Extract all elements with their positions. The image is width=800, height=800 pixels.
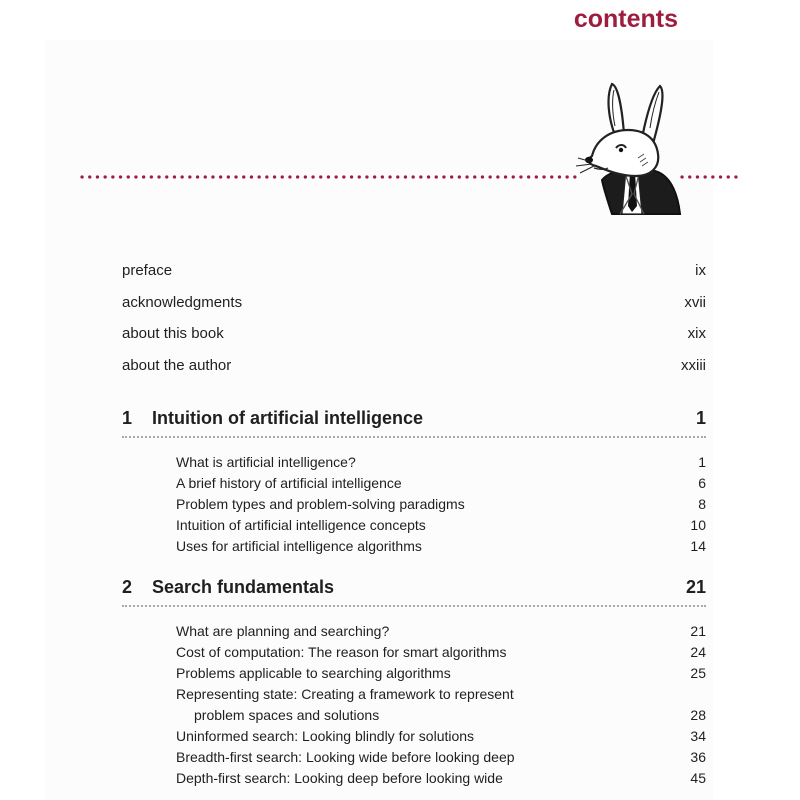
entry-title: about the author bbox=[122, 357, 232, 374]
chapter-number: 2 bbox=[122, 577, 133, 597]
toc-section[interactable] bbox=[176, 642, 706, 662]
section-title: What are planning and searching? bbox=[176, 623, 390, 639]
section-title: Problems applicable to searching algorithms bbox=[176, 665, 451, 681]
toc-section[interactable] bbox=[176, 494, 706, 514]
section-title: Uninformed search: Looking blindly for solutions bbox=[176, 728, 475, 744]
toc-section[interactable] bbox=[176, 452, 706, 472]
section-page: 34 bbox=[690, 728, 706, 744]
toc-section[interactable] bbox=[176, 473, 706, 493]
section-title: Uses for artificial intelligence algorithms bbox=[176, 538, 422, 554]
toc-section-continuation[interactable] bbox=[176, 705, 706, 725]
page-title: contents bbox=[573, 5, 678, 33]
toc-entry-about-this-book[interactable] bbox=[122, 324, 706, 344]
chapter-title: Search fundamentals bbox=[152, 577, 335, 597]
chapter-divider bbox=[122, 605, 706, 607]
chapter-heading-1[interactable] bbox=[122, 405, 706, 431]
entry-title: preface bbox=[122, 262, 173, 279]
section-title: Cost of computation: The reason for smart algorithms bbox=[176, 644, 507, 660]
chapter-title: Intuition of artificial intelligence bbox=[152, 408, 424, 428]
entry-page: ix bbox=[695, 262, 706, 279]
chapter-number: 1 bbox=[122, 408, 133, 428]
section-page: 21 bbox=[690, 623, 706, 639]
toc-section[interactable] bbox=[176, 621, 706, 641]
section-title: Depth-first search: Looking deep before looking wide bbox=[176, 770, 503, 786]
section-title: A brief history of artificial intelligence bbox=[176, 475, 402, 491]
section-title: Intuition of artificial intelligence concepts bbox=[176, 517, 426, 533]
toc-section[interactable] bbox=[176, 663, 706, 683]
section-page: 25 bbox=[690, 665, 706, 681]
section-title: Problem types and problem-solving paradigms bbox=[176, 496, 465, 512]
entry-title: acknowledgments bbox=[122, 294, 243, 311]
section-page: 6 bbox=[698, 475, 706, 491]
section-page: 36 bbox=[690, 749, 706, 765]
section-page: 1 bbox=[698, 454, 706, 470]
section-title: What is artificial intelligence? bbox=[176, 454, 356, 470]
entry-title: about this book bbox=[122, 325, 224, 342]
rabbit-mascot-icon bbox=[572, 78, 684, 218]
entry-page: xvii bbox=[684, 294, 706, 311]
section-page: 24 bbox=[690, 644, 706, 660]
chapter-divider bbox=[122, 436, 706, 438]
section-title: problem spaces and solutions bbox=[194, 707, 380, 723]
section-title: Breadth-first search: Looking wide before looking deep bbox=[176, 749, 515, 765]
section-title: Representing state: Creating a framework to represent bbox=[176, 686, 514, 702]
chapter-page: 21 bbox=[685, 577, 706, 597]
entry-page: xxiii bbox=[681, 357, 706, 374]
section-page: 28 bbox=[690, 707, 706, 723]
toc-entry-preface[interactable] bbox=[122, 261, 706, 281]
entry-page: xix bbox=[687, 325, 706, 342]
toc-section[interactable] bbox=[176, 536, 706, 556]
toc-section[interactable] bbox=[176, 768, 706, 788]
toc-entry-acknowledgments[interactable] bbox=[122, 293, 706, 313]
chapter-heading-2[interactable] bbox=[122, 574, 706, 600]
section-page: 14 bbox=[690, 538, 706, 554]
toc-section[interactable] bbox=[176, 515, 706, 535]
toc-section[interactable] bbox=[176, 726, 706, 746]
toc-entry-about-the-author[interactable] bbox=[122, 356, 706, 376]
toc-section[interactable] bbox=[176, 747, 706, 767]
chapter-page: 1 bbox=[695, 408, 706, 428]
toc-section[interactable] bbox=[176, 684, 706, 704]
section-page: 10 bbox=[690, 517, 706, 533]
section-page: 8 bbox=[698, 496, 706, 512]
section-page: 45 bbox=[690, 770, 706, 786]
